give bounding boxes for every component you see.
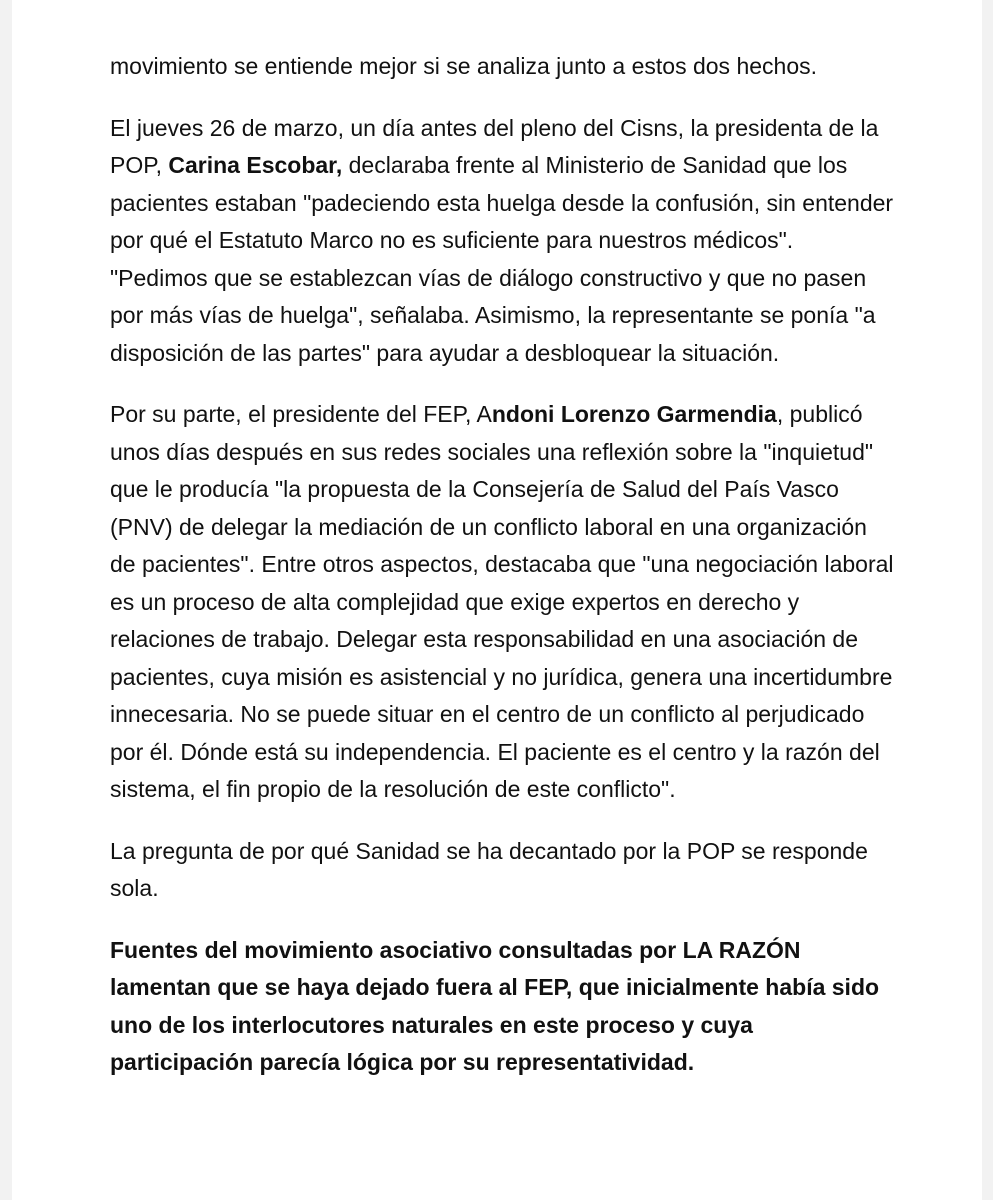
paragraph-garmendia xyxy=(110,396,895,809)
paragraph-text: declaraba frente al Ministerio de Sanidad que los pacientes estaban "padeciendo esta huelga desde la confusión, sin entender por qué el Estatuto Marco no es suficiente para nuestros médicos". "Pedimos que se establezcan vías de diálogo constructivo y que no pasen por más vías de huelga", señalaba. Asimismo, la representante se ponía "a disposición de las partes" para ayudar a desbloquear la situación. xyxy=(110,152,894,366)
person-name-carina-escobar: Carina Escobar, xyxy=(168,152,343,178)
paragraph-question: La pregunta de por qué Sanidad se ha decantado por la POP se responde sola. xyxy=(110,837,868,901)
document-page xyxy=(12,0,982,1200)
paragraph-text: Por su parte, el presidente del FEP, A xyxy=(110,401,492,427)
paragraph-text: El jueves 26 de marzo, un día antes del pleno del Cisns, la presidenta de la POP, xyxy=(110,114,879,178)
person-name-andoni-lorenzo-garmendia: ndoni Lorenzo Garmendia xyxy=(491,401,777,427)
paragraph-sources-bold: Fuentes del movimiento asociativo consultadas por LA RAZÓN lamentan que se haya dejado fuera al FEP, que inicialmente había sido uno de los interlocutores naturales en este proceso y cuya participación parecía lógica por su representatividad. xyxy=(110,936,880,1075)
article-body xyxy=(110,48,895,1082)
paragraph-escobar xyxy=(110,110,895,373)
paragraph-intro: movimiento se entiende mejor si se analiza junto a estos dos hechos. xyxy=(110,53,818,79)
paragraph-text: , publicó unos días después en sus redes sociales una reflexión sobre la "inquietud" que le producía "la propuesta de la Consejería de Salud del País Vasco (PNV) de delegar la mediación de un conflicto laboral en una organización de pacientes". Entre otros aspectos, destacaba que "una negociación laboral es un proceso de alta complejidad que exige expertos en derecho y relaciones de trabajo. Delegar esta responsabilidad en una asociación de pacientes, cuya misión es asistencial y no jurídica, genera una incertidumbre innecesaria. No se puede situar en el centro de un conflicto al perjudicado por él. Dónde está su independencia. El paciente es el centro y la razón del sistema, el fin propio de la resolución de este conflicto". xyxy=(110,401,894,802)
